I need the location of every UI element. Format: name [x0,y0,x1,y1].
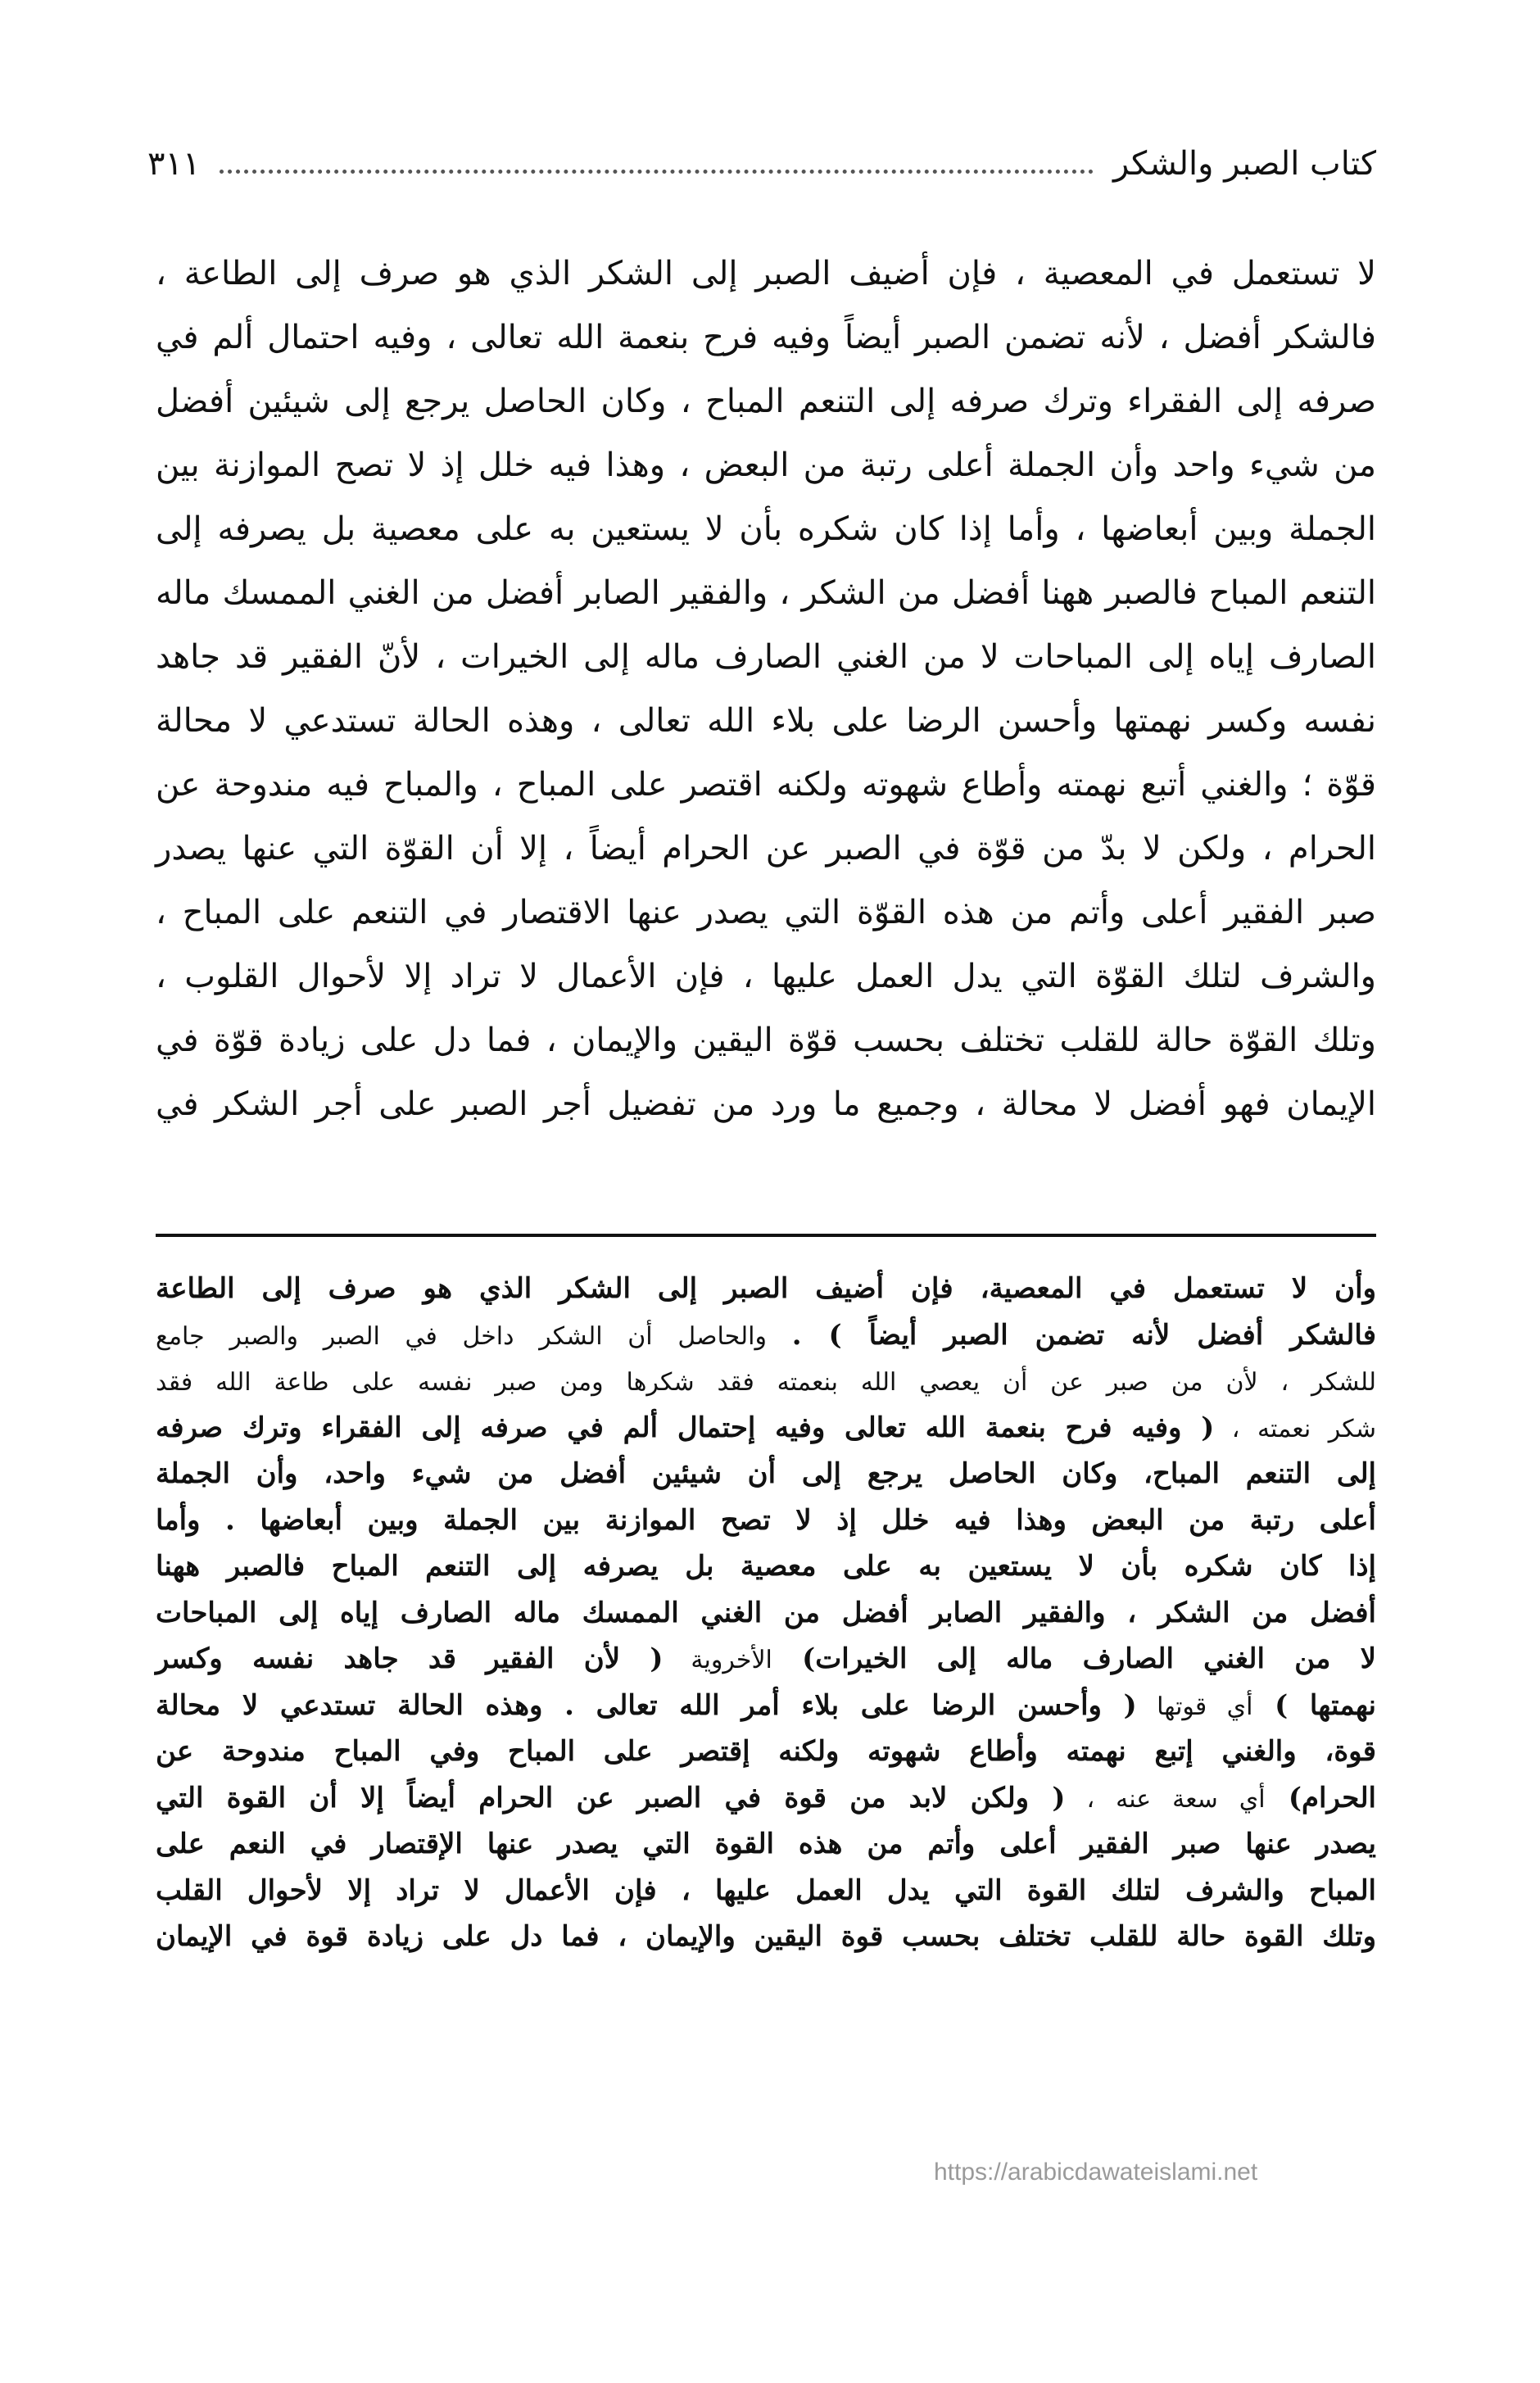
commentary-quoted-text: قوة، والغني إتبع نهمته وأطاع شهوته ولكنه إقتصر على المباح وفي المباح مندوحة عن [156,1735,1376,1768]
commentary-quoted-text: نهمتها ) [1252,1688,1377,1722]
header-dotted-leader [220,170,1094,174]
main-text-line: صرفه إلى الفقراء وترك صرفه إلى التنعم المباح ، وكان الحاصل يرجع إلى شيئين أفضل [156,383,1376,420]
commentary-line [156,1728,1376,1775]
commentary-text [156,1266,1376,1960]
commentary-quoted-text: يصدر عنها صبر الفقير أعلى وأتم من هذه القوة التي يصدر عنها الإقتصار في النعم على [156,1828,1376,1860]
page-number: ٣١١ [147,145,201,183]
commentary-quoted-text: ( لأن الفقير قد جاهد نفسه وكسر [156,1642,664,1675]
main-text-line: قوّة ؛ والغني أتبع نهمته وأطاع شهوته ولكنه اقتصر على المباح ، والمباح فيه مندوحة عن [156,766,1376,804]
commentary-line [156,1358,1376,1405]
main-text-line: الحرام ، ولكن لا بدّ من قوّة في الصبر عن الحرام أيضاً ، إلا أن القوّة التي عنها يصدر [156,830,1376,868]
commentary-line [156,1683,1376,1729]
main-text-line: وتلك القوّة حالة للقلب تختلف بحسب قوّة اليقين والإيمان ، فما دل على زيادة قوّة في [156,1022,1376,1059]
commentary-quoted-text: وأن لا تستعمل في المعصية، فإن أضيف الصبر إلى الشكر الذي هو صرف إلى الطاعة [156,1272,1376,1305]
commentary-quoted-text: إلى التنعم المباح، وكان الحاصل يرجع إلى أن شيئين أفضل من شيء واحد، وأن الجملة [156,1457,1376,1490]
watermark-url: https://arabicdawateislami.net [934,2159,1258,2186]
commentary-quoted-text: فالشكر أفضل لأنه تضمن الصبر أيضاً ) . [791,1318,1377,1352]
commentary-quoted-text: لا من الغني الصارف ماله إلى الخيرات) [772,1642,1376,1675]
commentary-line [156,1451,1376,1497]
commentary-line [156,1868,1376,1914]
commentary-line [156,1590,1376,1637]
main-text-line: نفسه وكسر نهمتها وأحسن الرضا على بلاء الله تعالى ، وهذه الحالة تستدعي لا محالة [156,702,1376,740]
commentary-quoted-text: ( وفيه فرح بنعمة الله تعالى وفيه إحتمال ألم في صرفه إلى الفقراء وترك صرفه [156,1411,1215,1444]
commentary-explanation: شكر نعمته ، [1214,1414,1376,1443]
main-text [156,242,1376,1136]
main-text-line: لا تستعمل في المعصية ، فإن أضيف الصبر إلى الشكر الذي هو صرف إلى الطاعة ، [156,255,1376,292]
commentary-line [156,1543,1376,1590]
commentary-line [156,1266,1376,1312]
commentary-line [156,1497,1376,1544]
commentary-quoted-text: الحرام) [1265,1781,1377,1814]
footnote-divider [156,1234,1376,1237]
running-title: كتاب الصبر والشكر [1113,145,1376,183]
commentary-quoted-text: أعلى رتبة من البعض وهذا فيه خلل إذ لا تصح الموازنة بين الجملة وبين أبعاضها . وأما [156,1503,1376,1537]
commentary-explanation: أي سعة عنه ، [1065,1784,1266,1814]
main-text-line: الصارف إياه إلى المباحات لا من الغني الصارف ماله إلى الخيرات ، لأنّ الفقير قد جاهد [156,638,1376,676]
commentary-explanation: للشكر ، لأن من صبر عن أن يعصي الله بنعمته فقد شكرها ومن صبر نفسه على طاعة الله فقد [156,1368,1376,1397]
commentary-quoted-text: المباح والشرف لتلك القوة التي يدل العمل عليها ، فإن الأعمال لا تراد إلا لأحوال القلب [156,1873,1376,1907]
main-text-line: فالشكر أفضل ، لأنه تضمن الصبر أيضاً وفيه فرح بنعمة الله تعالى ، وفيه احتمال ألم في [156,319,1376,356]
main-text-line: والشرف لتلك القوّة التي يدل العمل عليها ، فإن الأعمال لا تراد إلا لأحوال القلوب ، [156,958,1376,995]
commentary-quoted-text: ( وأحسن الرضا على بلاء أمر الله تعالى . وهذه الحالة تستدعي لا محالة [156,1688,1137,1722]
main-text-line: التنعم المباح فالصبر ههنا أفضل من الشكر ، والفقير الصابر أفضل من الغني الممسك ماله [156,574,1376,612]
main-text-line: الإيمان فهو أفضل لا محالة ، وجميع ما ورد من تفضيل أجر الصبر على أجر الشكر في [156,1085,1376,1123]
commentary-quoted-text: ( ولكن لابد من قوة في الصبر عن الحرام أيضاً إلا أن القوة التي [156,1781,1066,1814]
commentary-quoted-text: وتلك القوة حالة للقلب تختلف بحسب قوة اليقين والإيمان ، فما دل على زيادة قوة في الإيمان [156,1920,1376,1953]
commentary-explanation: أي قوتها [1136,1692,1253,1721]
commentary-quoted-text: أفضل من الشكر ، والفقير الصابر أفضل من الغني الممسك ماله الصارف إياه إلى المباحات [156,1596,1376,1629]
main-text-line: من شيء واحد وأن الجملة أعلى رتبة من البعض ، وهذا فيه خلل إذ لا تصح الموازنة بين [156,446,1376,484]
commentary-quoted-text: إذا كان شكره بأن لا يستعين به على معصية بل يصرفه إلى التنعم المباح فالصبر ههنا [156,1550,1376,1583]
main-text-line: صبر الفقير أعلى وأتم من هذه القوّة التي يصدر عنها الاقتصار في التنعم على المباح ، [156,894,1376,931]
commentary-line [156,1405,1376,1452]
commentary-line [156,1821,1376,1868]
commentary-explanation: الأخروية [663,1646,772,1674]
main-text-line: الجملة وبين أبعاضها ، وأما إذا كان شكره بأن لا يستعين به على معصية بل يصرفه إلى [156,510,1376,548]
page-header [147,131,1376,197]
commentary-line [156,1636,1376,1683]
commentary-line [156,1914,1376,1960]
commentary-line [156,1775,1376,1822]
commentary-explanation: والحاصل أن الشكر داخل في الصبر والصبر جامع [156,1321,792,1351]
commentary-line [156,1312,1376,1359]
